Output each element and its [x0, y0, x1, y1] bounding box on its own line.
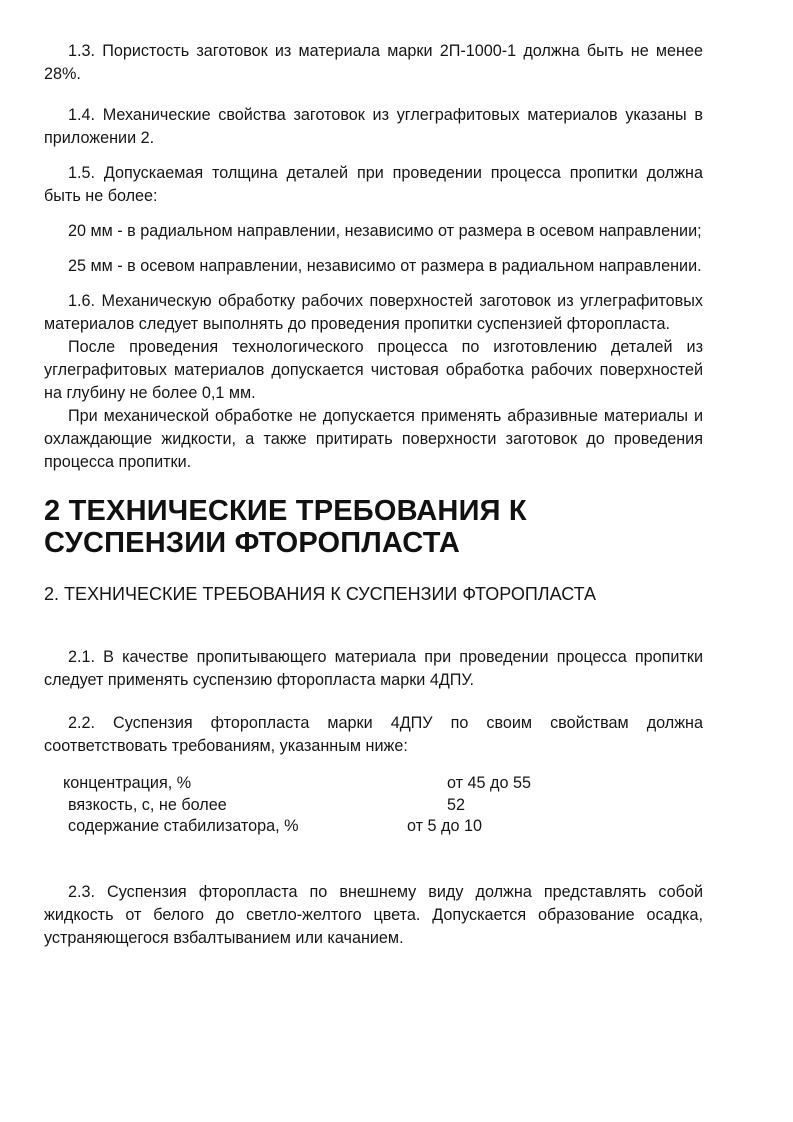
- section-2-heading: 2 ТЕХНИЧЕСКИЕ ТРЕБОВАНИЯ К СУСПЕНЗИИ ФТОРОПЛАСТА: [44, 495, 527, 559]
- paragraph-1-6: 1.6. Механическую обработку рабочих поверхностей заготовок из углеграфитовых материалов следует выполнять до проведения пропитки суспензией фторопласта.: [44, 292, 703, 333]
- paragraph-1-6-cont-1: После проведения технологического процесса по изготовлению деталей из углеграфитовых материалов допускается чистовая обработка рабочих поверхностей на глубину не более 0,1 мм.: [44, 338, 703, 402]
- paragraph-1-4: 1.4. Механические свойства заготовок из углеграфитовых материалов указаны в приложении 2.: [44, 106, 703, 147]
- property-row-stabilizer: [44, 816, 703, 838]
- property-row-concentration: [44, 773, 703, 795]
- paragraph-2-2: 2.2. Суспензия фторопласта марки 4ДПУ по своим свойствам должна соответствовать требованиям, указанным ниже:: [44, 714, 703, 755]
- paragraph-20mm: 20 мм - в радиальном направлении, независимо от размера в осевом направлении;: [68, 222, 702, 240]
- property-row-viscosity: [44, 795, 703, 817]
- paragraph-1-3: 1.3. Пористость заготовок из материала марки 2П-1000-1 должна быть не менее 28%.: [44, 42, 703, 83]
- property-value: от 5 до 10: [407, 817, 483, 835]
- property-value: от 45 до 55: [447, 774, 532, 792]
- suspension-properties-list: [44, 773, 703, 838]
- paragraph-1-6-block: [44, 290, 703, 474]
- property-value: 52: [447, 795, 466, 814]
- paragraph-2-1: 2.1. В качестве пропитывающего материала при проведении процесса пропитки следует применять суспензию фторопласта марки 4ДПУ.: [44, 648, 703, 689]
- paragraph-1-5: 1.5. Допускаемая толщина деталей при проведении процесса пропитки должна быть не более:: [44, 164, 703, 205]
- paragraph-25mm: 25 мм - в осевом направлении, независимо от размера в радиальном направлении.: [68, 257, 702, 275]
- paragraph-1-6-cont-2: При механической обработке не допускается применять абразивные материалы и охлаждающие жидкости, а также притирать поверхности заготовок до проведения процесса пропитки.: [44, 407, 703, 471]
- property-label: содержание стабилизатора, %: [68, 817, 299, 835]
- paragraph-2-3: 2.3. Суспензия фторопласта по внешнему виду должна представлять собой жидкость от белого до светло-желтого цвета. Допускается образование осадка, устраняющегося взбалтыванием или качанием.: [44, 882, 703, 947]
- property-label: концентрация, %: [63, 774, 192, 792]
- section-2-subheading: 2. ТЕХНИЧЕСКИЕ ТРЕБОВАНИЯ К СУСПЕНЗИИ ФТОРОПЛАСТА: [44, 584, 597, 604]
- property-label: вязкость, с, не более: [68, 795, 227, 814]
